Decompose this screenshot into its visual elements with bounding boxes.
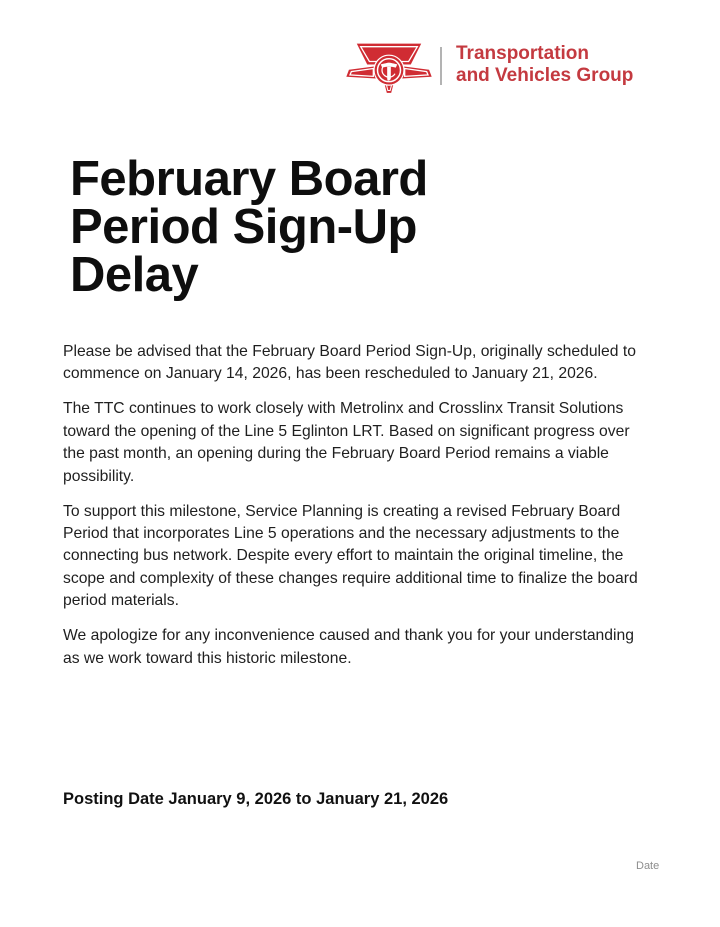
org-name-line2: and Vehicles Group (456, 65, 634, 86)
paragraph-line5-progress: The TTC continues to work closely with Metrolinx and Crosslinx Transit Solutions toward the opening of the Line 5 Eglinton LRT. Based on significant progress over the past month, an opening during the February Board Period remains a viable possibility. (63, 400, 630, 485)
org-name-line1: Transportation (456, 43, 590, 64)
paragraph-apology: We apologize for any inconvenience caused and thank you for your understanding as we work toward this historic milestone. (63, 627, 634, 667)
logo-divider (440, 47, 442, 85)
ttc-logo-icon (345, 41, 433, 95)
date-label: Date (636, 860, 660, 872)
org-name (456, 43, 633, 87)
page-title: February Board Period Sign-Up Delay (70, 152, 428, 302)
paragraph-revised-board-period: To support this milestone, Service Planning is creating a revised February Board Period that incorporates Line 5 operations and the necessary adjustments to the connecting bus network. Despite every effort to maintain the original timeline, the scope and complexity of these changes require additional time to finalize the board period materials. (63, 502, 638, 610)
paragraph-reschedule-notice: Please be advised that the February Board Period Sign-Up, originally scheduled to commence on January 14, 2026, has been rescheduled to January 21, 2026. (63, 343, 636, 383)
body-text (63, 341, 653, 683)
posting-date: Posting Date January 9, 2026 to January 21, 2026 (63, 790, 449, 808)
